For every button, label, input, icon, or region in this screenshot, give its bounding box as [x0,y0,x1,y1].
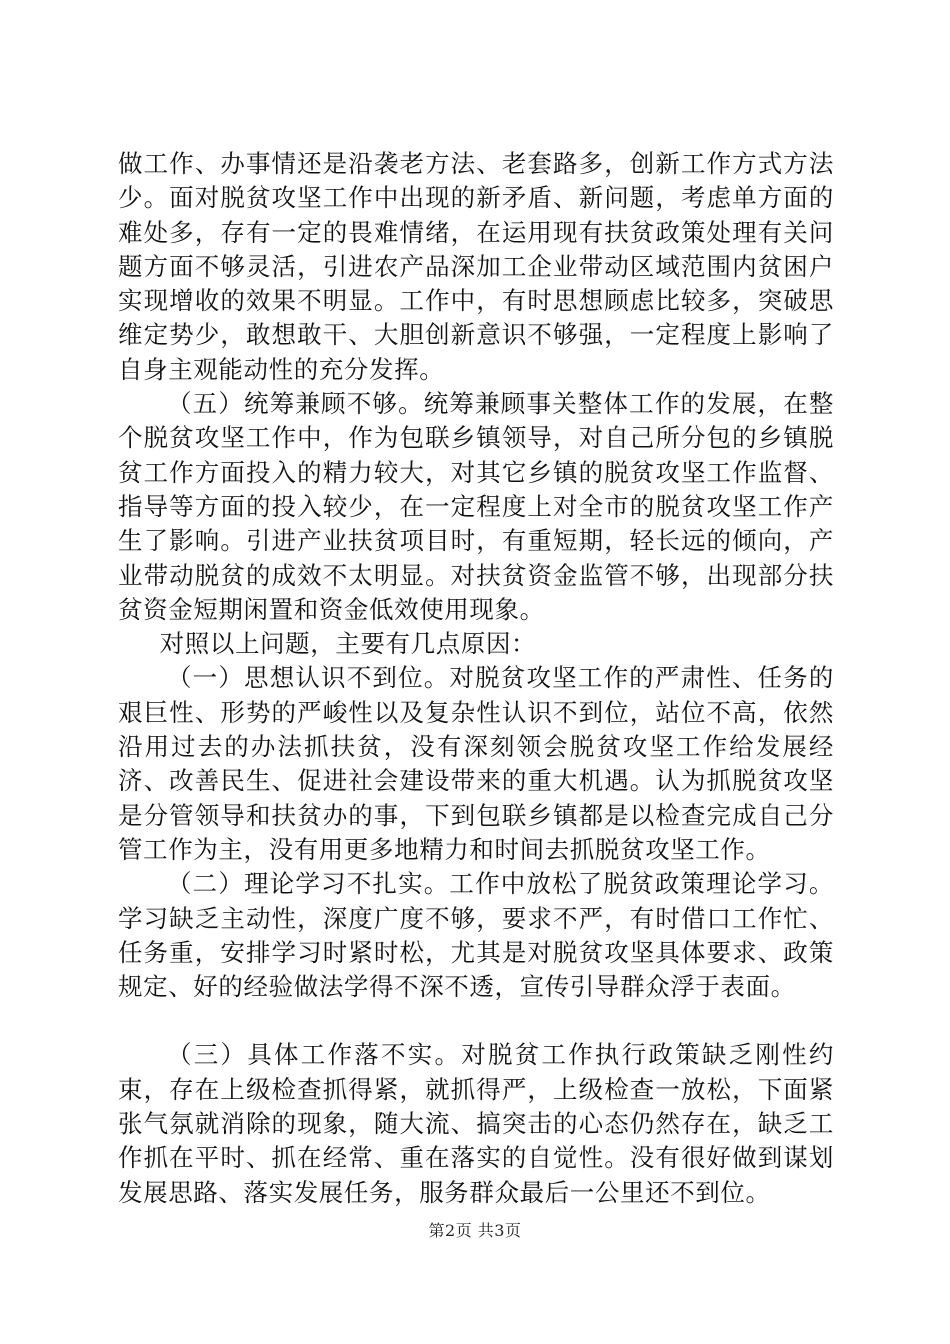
page-footer: 第2页 共3页 [428,1221,522,1240]
document-body [118,147,834,1210]
paragraph-cause-3: （三）具体工作落不实。对脱贫工作执行政策缺乏刚性约束，存在上级检查抓得紧，就抓得严，上级检查一放松，下面紧张气氛就消除的现象，随大流、搞突击的心态仍然存在，缺乏工作抓在平时、抓在经常、重在落实的自觉性。没有很好做到谋划发展思路、落实发展任务，服务群众最后一公里还不到位。 [118,1040,834,1207]
paragraph-section-5: （五）统筹兼顾不够。统筹兼顾事关整体工作的发展，在整个脱贫攻坚工作中，作为包联乡镇领导，对自己所分包的乡镇脱贫工作方面投入的精力较大，对其它乡镇的脱贫攻坚工作监督、指导等方面的投入较少，在一定程度上对全市的脱贫攻坚工作产生了影响。引进产业扶贫项目时，有重短期，轻长远的倾向，产业带动脱贫的成效不太明显。对扶贫资金监管不够，出现部分扶贫资金短期闲置和资金低效使用现象。 [118,389,834,624]
paragraph-continuation: 做工作、办事情还是沿袭老方法、老套路多，创新工作方式方法少。面对脱贫攻坚工作中出现的新矛盾、新问题，考虑单方面的难处多，存有一定的畏难情绪，在运用现有扶贫政策处理有关问题方面不够灵活，引进农产品深加工企业带动区域范围内贫困户实现增收的效果不明显。工作中，有时思想顾虑比较多，突破思维定势少，敢想敢干、大胆创新意识不够强，一定程度上影响了自身主观能动性的充分发挥。 [118,149,834,384]
paragraph-gap [118,1004,834,1038]
paragraph-cause-2: （二）理论学习不扎实。工作中放松了脱贫政策理论学习。学习缺乏主动性，深度广度不够，要求不严，有时借口工作忙、任务重，安排学习时紧时松，尤其是对脱贫攻坚具体要求、政策规定、好的经验做法学得不深不透，宣传引导群众浮于表面。 [118,869,834,1002]
paragraph-causes-intro: 对照以上问题，主要有几点原因： [159,629,537,659]
paragraph-cause-1: （一）思想认识不到位。对脱贫攻坚工作的严肃性、任务的艰巨性、形势的严峻性以及复杂性认识不到位，站位不高，依然沿用过去的办法抓扶贫，没有深刻领会脱贫攻坚工作给发展经济、改善民生、促进社会建设带来的重大机遇。认为抓脱贫攻坚是分管领导和扶贫办的事，下到包联乡镇都是以检查完成自己分管工作为主，没有用更多地精力和时间去抓脱贫攻坚工作。 [118,663,834,864]
